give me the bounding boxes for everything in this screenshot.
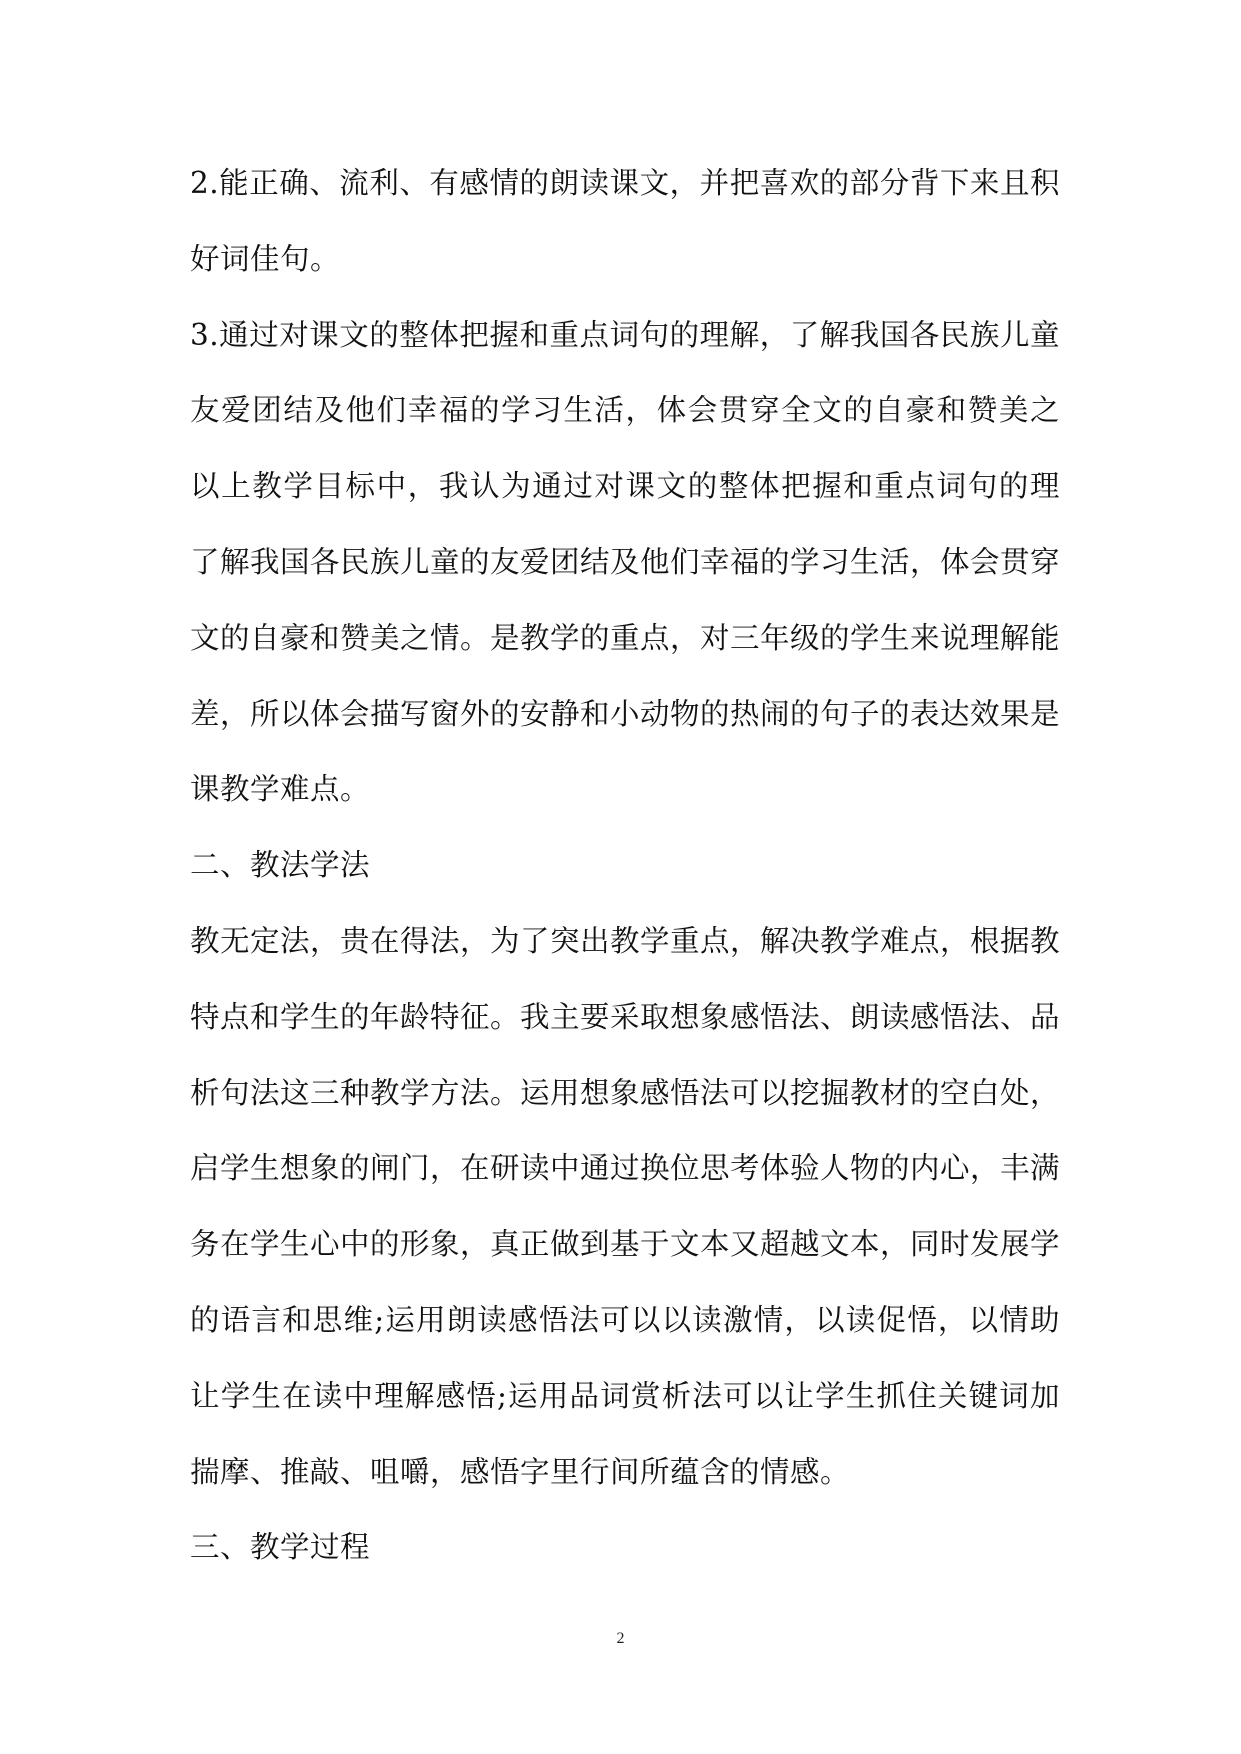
text-line: 2.能正确、流利、有感情的朗读课文，并把喜欢的部分背下来且积	[190, 166, 1060, 200]
text-line: 析句法这三种教学方法。运用想象感悟法可以挖掘教材的空白处，	[190, 1075, 1060, 1110]
text-line: 差，所以体会描写窗外的安静和小动物的热闹的句子的表达效果是	[190, 696, 1060, 731]
text-line: 好词佳句。	[190, 241, 341, 276]
text-line: 3.通过对课文的整体把握和重点词句的理解，了解我国各民族儿童	[190, 317, 1060, 352]
text-line: 让学生在读中理解感悟;运用品词赏析法可以让学生抓住关键词加	[190, 1378, 1060, 1413]
page-number: 2	[616, 1630, 625, 1647]
text-line: 课教学难点。	[190, 772, 371, 807]
text-line: 友爱团结及他们幸福的学习生活，体会贯穿全文的自豪和赞美之	[190, 393, 1060, 428]
body-text	[190, 146, 1060, 1586]
text-line: 文的自豪和赞美之情。是教学的重点，对三年级的学生来说理解能	[190, 620, 1060, 655]
text-line: 务在学生心中的形象，真正做到基于文本又超越文本，同时发展学	[190, 1227, 1060, 1262]
text-line: 的语言和思维;运用朗读感悟法可以以读激情，以读促悟，以情助	[190, 1302, 1060, 1337]
text-line: 启学生想象的闸门，在研读中通过换位思考体验人物的内心，丰满	[190, 1151, 1060, 1186]
text-line: 了解我国各民族儿童的友爱团结及他们幸福的学习生活，体会贯穿	[190, 544, 1060, 579]
text-line: 揣摩、推敲、咀嚼，感悟字里行间所蕴含的情感。	[190, 1454, 851, 1489]
text-line: 以上教学目标中，我认为通过对课文的整体把握和重点词句的理	[190, 469, 1060, 504]
text-line: 特点和学生的年龄特征。我主要采取想象感悟法、朗读感悟法、品	[190, 999, 1060, 1034]
text-line: 三、教学过程	[190, 1530, 371, 1565]
text-line: 教无定法，贵在得法，为了突出教学重点，解决教学难点，根据教	[190, 923, 1060, 958]
text-line: 二、教法学法	[190, 848, 371, 883]
